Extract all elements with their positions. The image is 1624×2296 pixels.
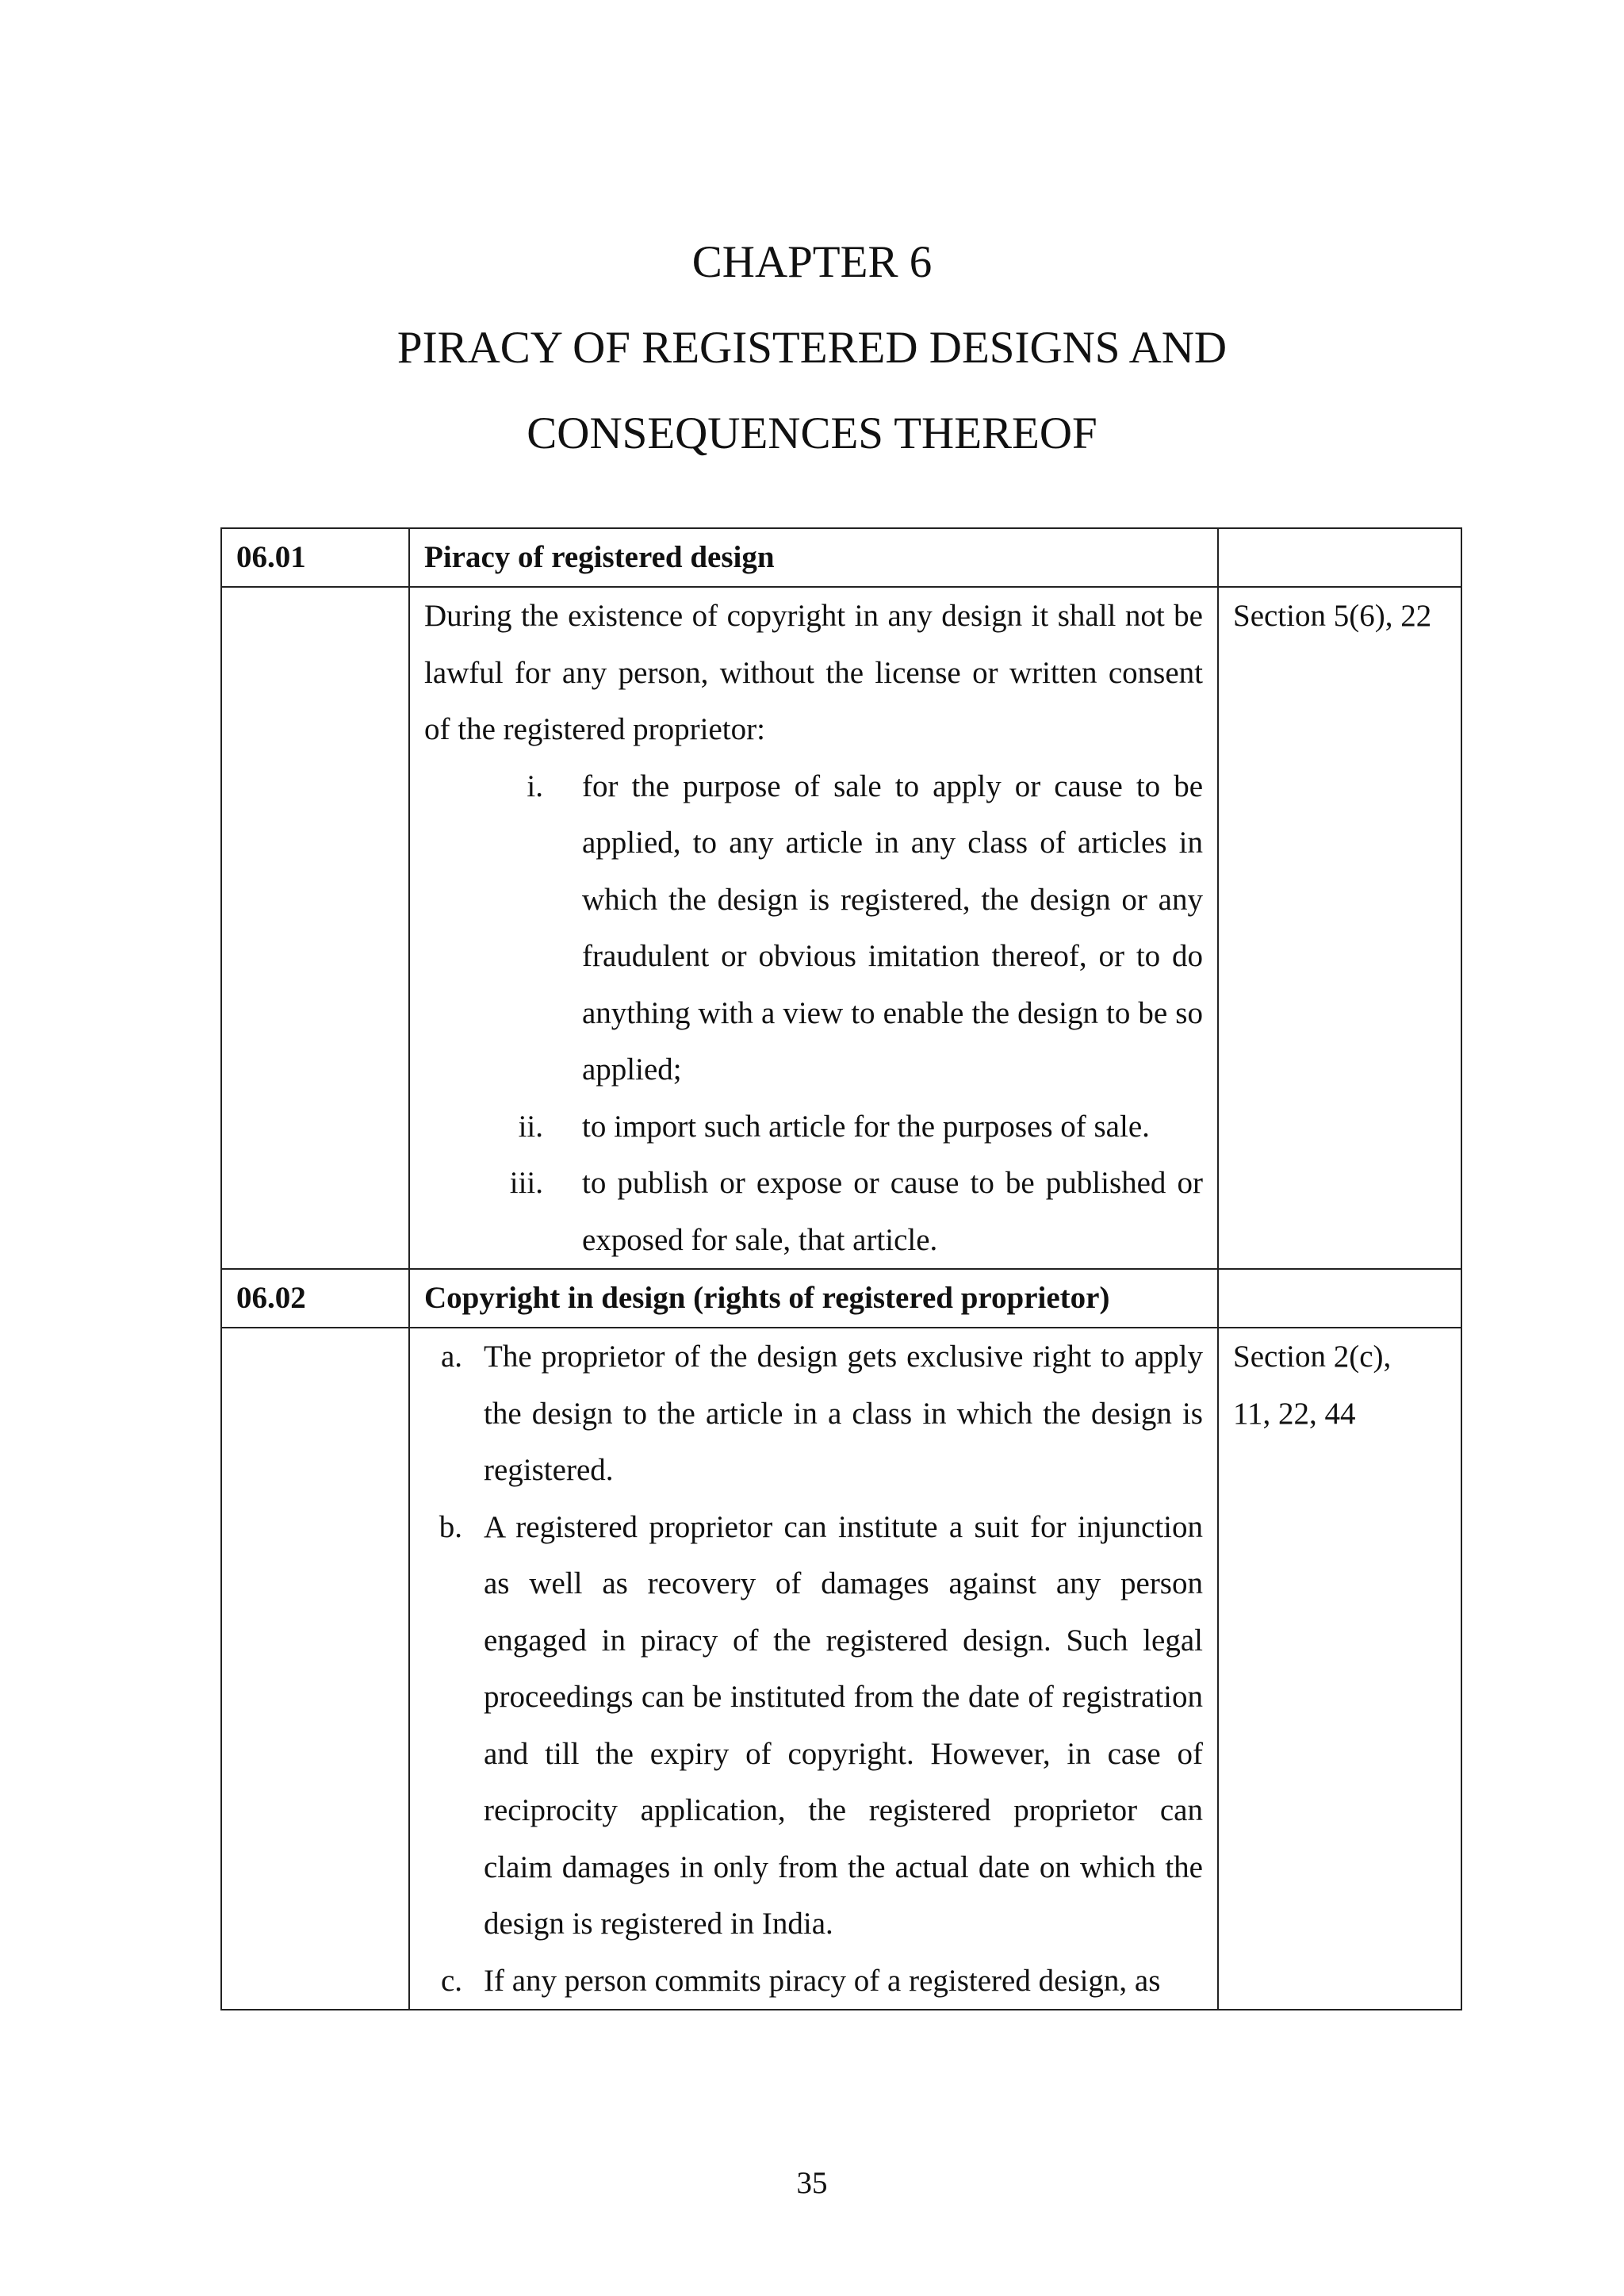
list-marker: a.: [440, 1340, 462, 1374]
list-marker: c.: [440, 1963, 462, 1998]
section-body: [409, 1328, 1218, 2010]
section-number: 06.02: [221, 1269, 409, 1328]
section-heading: Copyright in design (rights of registered proprietor): [409, 1269, 1218, 1328]
list-item-text: to import such article for the purposes of sale.: [582, 1109, 1150, 1144]
reference-line: 11, 22, 44: [1233, 1396, 1356, 1431]
list-item: [424, 1328, 1203, 1499]
list-item: [424, 1499, 1203, 1953]
section-reference: Section 5(6), 22: [1218, 587, 1461, 1269]
list-marker: b.: [439, 1509, 462, 1544]
chapter-title-line-2: CONSEQUENCES THEREOF: [527, 408, 1097, 458]
section-heading-row: [221, 528, 1461, 587]
alpha-list: [424, 1328, 1203, 2009]
section-body: [409, 587, 1218, 1269]
list-marker: ii.: [518, 1109, 543, 1144]
section-reference: [1218, 1328, 1461, 2010]
list-item: [424, 1098, 1203, 1156]
section-number: 06.01: [221, 528, 409, 587]
list-marker: iii.: [509, 1166, 543, 1200]
chapter-title-line-1: PIRACY OF REGISTERED DESIGNS AND: [396, 323, 1228, 373]
page-number: 35: [796, 2166, 828, 2200]
list-item-text: for the purpose of sale to apply or cause to be applied, to any article in any class of articles in which the design is registered, the design or any fraudulent or obvious imitation thereof, or to do anything with a view to enable the design to be so applied;: [582, 769, 1203, 1087]
section-intro-paragraph: During the existence of copyright in any design it shall not be lawful for any person, without the license or written consent of the registered proprietor:: [424, 599, 1203, 746]
chapter-number: CHAPTER 6: [691, 237, 933, 287]
reference-line: Section 2(c),: [1233, 1340, 1392, 1374]
section-heading: Piracy of registered design: [409, 528, 1218, 587]
list-item: [424, 1155, 1203, 1268]
number-cell-empty: [221, 587, 409, 1269]
roman-list: [424, 758, 1203, 1269]
list-item-text: If any person commits piracy of a registered design, as: [484, 1963, 1161, 1998]
list-item: [424, 758, 1203, 1098]
list-item: [424, 1953, 1203, 2010]
section-body-row: [221, 1328, 1461, 2010]
reference-cell-empty: [1218, 528, 1461, 587]
provisions-table: [220, 527, 1462, 2010]
list-marker: i.: [527, 769, 543, 803]
reference-cell-empty: [1218, 1269, 1461, 1328]
section-body-row: [221, 587, 1461, 1269]
list-item-text: A registered proprietor can institute a suit for injunction as well as recovery of damages against any person engaged in piracy of the registered design. Such legal proceedings can be instituted from the date of registration and till the expiry of copyright. However, in case of reciprocity application, the registered proprietor can claim damages in only from the actual date on which the design is registered in India.: [484, 1509, 1203, 1941]
number-cell-empty: [221, 1328, 409, 2010]
section-heading-row: [221, 1269, 1461, 1328]
list-item-text: to publish or expose or cause to be published or exposed for sale, that article.: [582, 1166, 1203, 1257]
list-item-text: The proprietor of the design gets exclusive right to apply the design to the article in a class in which the design is registered.: [484, 1340, 1203, 1487]
